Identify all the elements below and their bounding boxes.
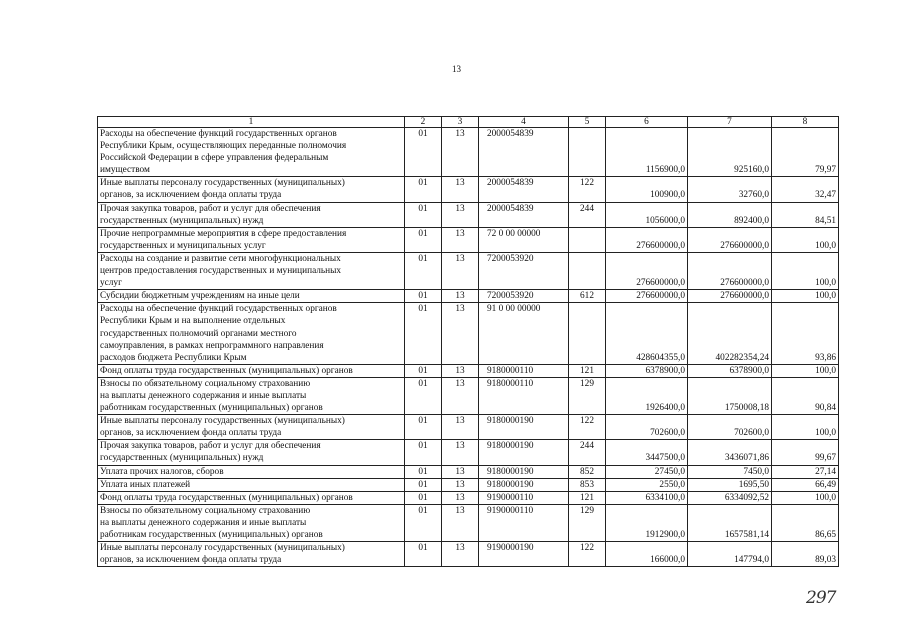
target-article-code: 9180000190 bbox=[479, 415, 569, 440]
target-article-code: 72 0 00 00000 bbox=[479, 227, 569, 252]
target-article-code: 7200053920 bbox=[479, 290, 569, 303]
expense-type-code bbox=[569, 128, 606, 177]
section-code: 01 bbox=[405, 202, 442, 227]
column-header: 3 bbox=[442, 117, 479, 128]
subsection-code: 13 bbox=[442, 440, 479, 465]
planned-amount: 1056000,0 bbox=[606, 202, 688, 227]
subsection-code: 13 bbox=[442, 128, 479, 177]
expense-description: Расходы на обеспечение функций государственных органов Республики Крым, осуществляющих переданные полномочия Российской Федерации в сфере управления федеральным имуществом bbox=[98, 128, 405, 177]
subsection-code: 13 bbox=[442, 202, 479, 227]
target-article-code: 91 0 00 00000 bbox=[479, 303, 569, 364]
table-row bbox=[98, 491, 839, 504]
executed-amount: 147794,0 bbox=[688, 542, 772, 567]
expense-type-code: 244 bbox=[569, 202, 606, 227]
expense-description: Прочая закупка товаров, работ и услуг для обеспечения государственных (муниципальных) нужд bbox=[98, 202, 405, 227]
planned-amount: 428604355,0 bbox=[606, 303, 688, 364]
expense-type-code: 122 bbox=[569, 415, 606, 440]
table-row bbox=[98, 465, 839, 478]
target-article-code: 9190000190 bbox=[479, 542, 569, 567]
expense-description: Взносы по обязательному социальному страхованию на выплаты денежного содержания и иные выплаты работникам государственных (муниципальных) органов bbox=[98, 377, 405, 414]
table-row bbox=[98, 227, 839, 252]
table-row bbox=[98, 415, 839, 440]
expense-type-code: 129 bbox=[569, 377, 606, 414]
planned-amount: 1926400,0 bbox=[606, 377, 688, 414]
subsection-code: 13 bbox=[442, 542, 479, 567]
table-row bbox=[98, 504, 839, 541]
expense-type-code: 121 bbox=[569, 364, 606, 377]
executed-amount: 1695,50 bbox=[688, 478, 772, 491]
execution-percent: 100,0 bbox=[772, 491, 839, 504]
executed-amount: 276600000,0 bbox=[688, 227, 772, 252]
execution-percent: 99,67 bbox=[772, 440, 839, 465]
subsection-code: 13 bbox=[442, 290, 479, 303]
executed-amount: 402282354,24 bbox=[688, 303, 772, 364]
handwritten-page-mark: 297 bbox=[806, 588, 836, 608]
expense-type-code: 121 bbox=[569, 491, 606, 504]
section-code: 01 bbox=[405, 491, 442, 504]
execution-percent: 27,14 bbox=[772, 465, 839, 478]
expense-type-code: 129 bbox=[569, 504, 606, 541]
executed-amount: 7450,0 bbox=[688, 465, 772, 478]
planned-amount: 27450,0 bbox=[606, 465, 688, 478]
execution-percent: 90,84 bbox=[772, 377, 839, 414]
subsection-code: 13 bbox=[442, 491, 479, 504]
column-header: 5 bbox=[569, 117, 606, 128]
subsection-code: 13 bbox=[442, 465, 479, 478]
execution-percent: 66,49 bbox=[772, 478, 839, 491]
target-article-code: 9180000190 bbox=[479, 465, 569, 478]
executed-amount: 276600000,0 bbox=[688, 252, 772, 289]
planned-amount: 276600000,0 bbox=[606, 252, 688, 289]
section-code: 01 bbox=[405, 303, 442, 364]
execution-percent: 32,47 bbox=[772, 177, 839, 202]
expense-type-code: 122 bbox=[569, 542, 606, 567]
section-code: 01 bbox=[405, 504, 442, 541]
expense-description: Иные выплаты персоналу государственных (муниципальных) органов, за исключением фонда оплаты труда bbox=[98, 177, 405, 202]
target-article-code: 9180000110 bbox=[479, 364, 569, 377]
table-row bbox=[98, 377, 839, 414]
executed-amount: 925160,0 bbox=[688, 128, 772, 177]
target-article-code: 9180000190 bbox=[479, 478, 569, 491]
table-header-row bbox=[98, 117, 839, 128]
expense-description: Прочая закупка товаров, работ и услуг для обеспечения государственных (муниципальных) нужд bbox=[98, 440, 405, 465]
executed-amount: 892400,0 bbox=[688, 202, 772, 227]
execution-percent: 100,0 bbox=[772, 290, 839, 303]
expense-type-code: 852 bbox=[569, 465, 606, 478]
expense-type-code bbox=[569, 303, 606, 364]
target-article-code: 9180000110 bbox=[479, 377, 569, 414]
expense-type-code bbox=[569, 252, 606, 289]
executed-amount: 276600000,0 bbox=[688, 290, 772, 303]
subsection-code: 13 bbox=[442, 504, 479, 541]
expense-description: Фонд оплаты труда государственных (муниципальных) органов bbox=[98, 491, 405, 504]
section-code: 01 bbox=[405, 128, 442, 177]
section-code: 01 bbox=[405, 415, 442, 440]
planned-amount: 6334100,0 bbox=[606, 491, 688, 504]
subsection-code: 13 bbox=[442, 177, 479, 202]
target-article-code: 2000054839 bbox=[479, 177, 569, 202]
section-code: 01 bbox=[405, 177, 442, 202]
section-code: 01 bbox=[405, 364, 442, 377]
executed-amount: 3436071,86 bbox=[688, 440, 772, 465]
section-code: 01 bbox=[405, 440, 442, 465]
subsection-code: 13 bbox=[442, 415, 479, 440]
expense-description: Фонд оплаты труда государственных (муниципальных) органов bbox=[98, 364, 405, 377]
executed-amount: 702600,0 bbox=[688, 415, 772, 440]
planned-amount: 276600000,0 bbox=[606, 227, 688, 252]
planned-amount: 702600,0 bbox=[606, 415, 688, 440]
planned-amount: 1156900,0 bbox=[606, 128, 688, 177]
execution-percent: 100,0 bbox=[772, 227, 839, 252]
section-code: 01 bbox=[405, 252, 442, 289]
section-code: 01 bbox=[405, 227, 442, 252]
subsection-code: 13 bbox=[442, 303, 479, 364]
target-article-code: 7200053920 bbox=[479, 252, 569, 289]
planned-amount: 276600000,0 bbox=[606, 290, 688, 303]
target-article-code: 9190000110 bbox=[479, 491, 569, 504]
target-article-code: 2000054839 bbox=[479, 202, 569, 227]
expense-description: Расходы на создание и развитие сети многофункциональных центров предоставления государственных и муниципальных услуг bbox=[98, 252, 405, 289]
expense-description: Прочие непрограммные мероприятия в сфере предоставления государственных и муниципальных услуг bbox=[98, 227, 405, 252]
subsection-code: 13 bbox=[442, 377, 479, 414]
planned-amount: 166000,0 bbox=[606, 542, 688, 567]
target-article-code: 9190000110 bbox=[479, 504, 569, 541]
table-row bbox=[98, 440, 839, 465]
executed-amount: 32760,0 bbox=[688, 177, 772, 202]
planned-amount: 6378900,0 bbox=[606, 364, 688, 377]
planned-amount: 1912900,0 bbox=[606, 504, 688, 541]
subsection-code: 13 bbox=[442, 252, 479, 289]
section-code: 01 bbox=[405, 377, 442, 414]
table-row bbox=[98, 303, 839, 364]
page-number: 13 bbox=[452, 64, 461, 74]
subsection-code: 13 bbox=[442, 227, 479, 252]
table-row bbox=[98, 290, 839, 303]
table-row bbox=[98, 542, 839, 567]
planned-amount: 3447500,0 bbox=[606, 440, 688, 465]
table-row bbox=[98, 202, 839, 227]
section-code: 01 bbox=[405, 478, 442, 491]
section-code: 01 bbox=[405, 465, 442, 478]
execution-percent: 100,0 bbox=[772, 252, 839, 289]
expense-description: Субсидии бюджетным учреждениям на иные цели bbox=[98, 290, 405, 303]
expense-description: Уплата иных платежей bbox=[98, 478, 405, 491]
execution-percent: 93,86 bbox=[772, 303, 839, 364]
column-header: 8 bbox=[772, 117, 839, 128]
target-article-code: 2000054839 bbox=[479, 128, 569, 177]
expense-description: Взносы по обязательному социальному страхованию на выплаты денежного содержания и иные выплаты работникам государственных (муниципальных) органов bbox=[98, 504, 405, 541]
table-row bbox=[98, 252, 839, 289]
budget-table bbox=[97, 116, 839, 567]
execution-percent: 100,0 bbox=[772, 364, 839, 377]
section-code: 01 bbox=[405, 290, 442, 303]
executed-amount: 6334092,52 bbox=[688, 491, 772, 504]
table-row bbox=[98, 478, 839, 491]
planned-amount: 2550,0 bbox=[606, 478, 688, 491]
column-header: 1 bbox=[98, 117, 405, 128]
execution-percent: 100,0 bbox=[772, 415, 839, 440]
expense-description: Расходы на обеспечение функций государственных органов Республики Крым и на выполнение отдельных государственных полномочий органами местного самоуправления, в рамках непрограммного направления расходов бюджета Республики Крым bbox=[98, 303, 405, 364]
table-row bbox=[98, 177, 839, 202]
expense-type-code: 612 bbox=[569, 290, 606, 303]
target-article-code: 9180000190 bbox=[479, 440, 569, 465]
column-header: 2 bbox=[405, 117, 442, 128]
execution-percent: 89,03 bbox=[772, 542, 839, 567]
expense-description: Уплата прочих налогов, сборов bbox=[98, 465, 405, 478]
column-header: 4 bbox=[479, 117, 569, 128]
subsection-code: 13 bbox=[442, 364, 479, 377]
execution-percent: 84,51 bbox=[772, 202, 839, 227]
execution-percent: 79,97 bbox=[772, 128, 839, 177]
expense-type-code: 244 bbox=[569, 440, 606, 465]
expense-description: Иные выплаты персоналу государственных (муниципальных) органов, за исключением фонда оплаты труда bbox=[98, 415, 405, 440]
expense-type-code bbox=[569, 227, 606, 252]
executed-amount: 1750008,18 bbox=[688, 377, 772, 414]
section-code: 01 bbox=[405, 542, 442, 567]
expense-type-code: 122 bbox=[569, 177, 606, 202]
expense-description: Иные выплаты персоналу государственных (муниципальных) органов, за исключением фонда оплаты труда bbox=[98, 542, 405, 567]
executed-amount: 6378900,0 bbox=[688, 364, 772, 377]
expense-type-code: 853 bbox=[569, 478, 606, 491]
table-row bbox=[98, 364, 839, 377]
table-body bbox=[98, 128, 839, 567]
planned-amount: 100900,0 bbox=[606, 177, 688, 202]
executed-amount: 1657581,14 bbox=[688, 504, 772, 541]
column-header: 7 bbox=[688, 117, 772, 128]
column-header: 6 bbox=[606, 117, 688, 128]
table-row bbox=[98, 128, 839, 177]
execution-percent: 86,65 bbox=[772, 504, 839, 541]
subsection-code: 13 bbox=[442, 478, 479, 491]
